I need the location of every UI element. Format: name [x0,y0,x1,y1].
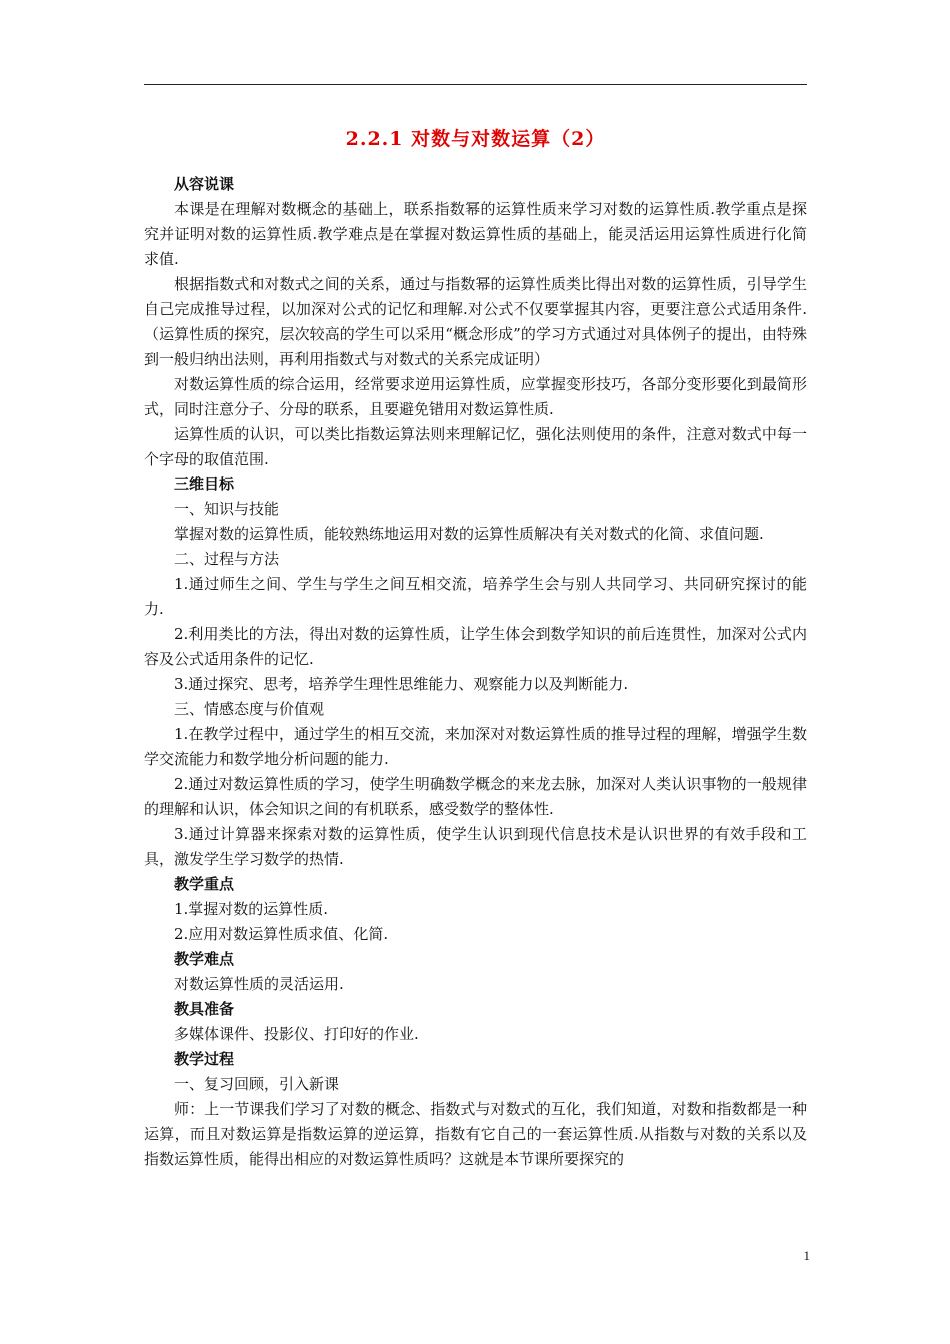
paragraph: 1.掌握对数的运算性质. [174,900,329,918]
section-heading: 教学重点 [174,875,235,893]
document-body [144,172,807,1172]
page-title: 2.2.1 对数与对数运算（2） [345,128,606,150]
paragraph: 对数运算性质的综合运用，经常要求逆用运算性质，应掌握变形技巧，各部分变形要化到最简形式，同时注意分子、分母的联系，且要避免错用对数运算性质. [144,375,807,418]
section-heading: 教学过程 [174,1050,235,1068]
paragraph: 二、过程与方法 [174,550,280,568]
paragraph: 根据指数式和对数式之间的关系，通过与指数幂的运算性质类比得出对数的运算性质，引导学生自己完成推导过程，以加深对公式的记忆和理解.对公式不仅要掌握其内容，更要注意公式适用条件.（运算性质的探究，层次较高的学生可以采用“概念形成”的学习方式通过对具体例子的提出，由特殊到一般归纳出法则，再利用指数式与对数式的关系完成证明） [144,275,807,368]
paragraph: 3.通过探究、思考，培养学生理性思维能力、观察能力以及判断能力. [174,675,629,693]
paragraph: 2.应用对数运算性质求值、化简. [174,925,389,943]
paragraph: 本课是在理解对数概念的基础上，联系指数幂的运算性质来学习对数的运算性质.教学重点是探究并证明对数的运算性质.教学难点是在掌握对数运算性质的基础上，能灵活运用运算性质进行化简求值. [144,200,807,268]
paragraph: 师：上一节课我们学习了对数的概念、指数式与对数式的互化，我们知道，对数和指数都是一种运算，而且对数运算是指数运算的逆运算，指数有它自己的一套运算性质.从指数与对数的关系以及指数运算性质，能得出相应的对数运算性质吗？这就是本节课所要探究的 [144,1100,807,1168]
paragraph: 对数运算性质的灵活运用. [174,975,344,993]
paragraph: 1.在教学过程中，通过学生的相互交流，来加深对对数运算性质的推导过程的理解，增强学生数学交流能力和数学地分析问题的能力. [144,725,807,768]
paragraph: 2.利用类比的方法，得出对数的运算性质，让学生体会到数学知识的前后连贯性，加深对公式内容及公式适用条件的记忆. [144,625,807,668]
paragraph: 1.通过师生之间、学生与学生之间互相交流，培养学生会与别人共同学习、共同研究探讨的能力. [144,575,807,618]
page-number: 1 [803,1248,810,1263]
section-heading: 三维目标 [174,475,235,493]
paragraph: 运算性质的认识，可以类比指数运算法则来理解记忆，强化法则使用的条件，注意对数式中每一个字母的取值范围. [144,425,807,468]
paragraph: 多媒体课件、投影仪、打印好的作业. [174,1025,419,1043]
paragraph: 三、情感态度与价值观 [174,700,325,718]
paragraph: 掌握对数的运算性质，能较熟练地运用对数的运算性质解决有关对数式的化简、求值问题. [174,525,764,543]
paragraph: 2.通过对数运算性质的学习，使学生明确数学概念的来龙去脉，加深对人类认识事物的一般规律的理解和认识，体会知识之间的有机联系，感受数学的整体性. [144,775,807,818]
section-heading: 教学难点 [174,950,235,968]
header-rule [144,84,807,85]
section-heading: 从容说课 [174,175,235,193]
paragraph: 3.通过计算器来探索对数的运算性质，使学生认识到现代信息技术是认识世界的有效手段和工具，激发学生学习数学的热情. [144,825,807,868]
paragraph: 一、知识与技能 [174,500,280,518]
section-heading: 教具准备 [174,1000,235,1018]
paragraph: 一、复习回顾，引入新课 [174,1075,340,1093]
